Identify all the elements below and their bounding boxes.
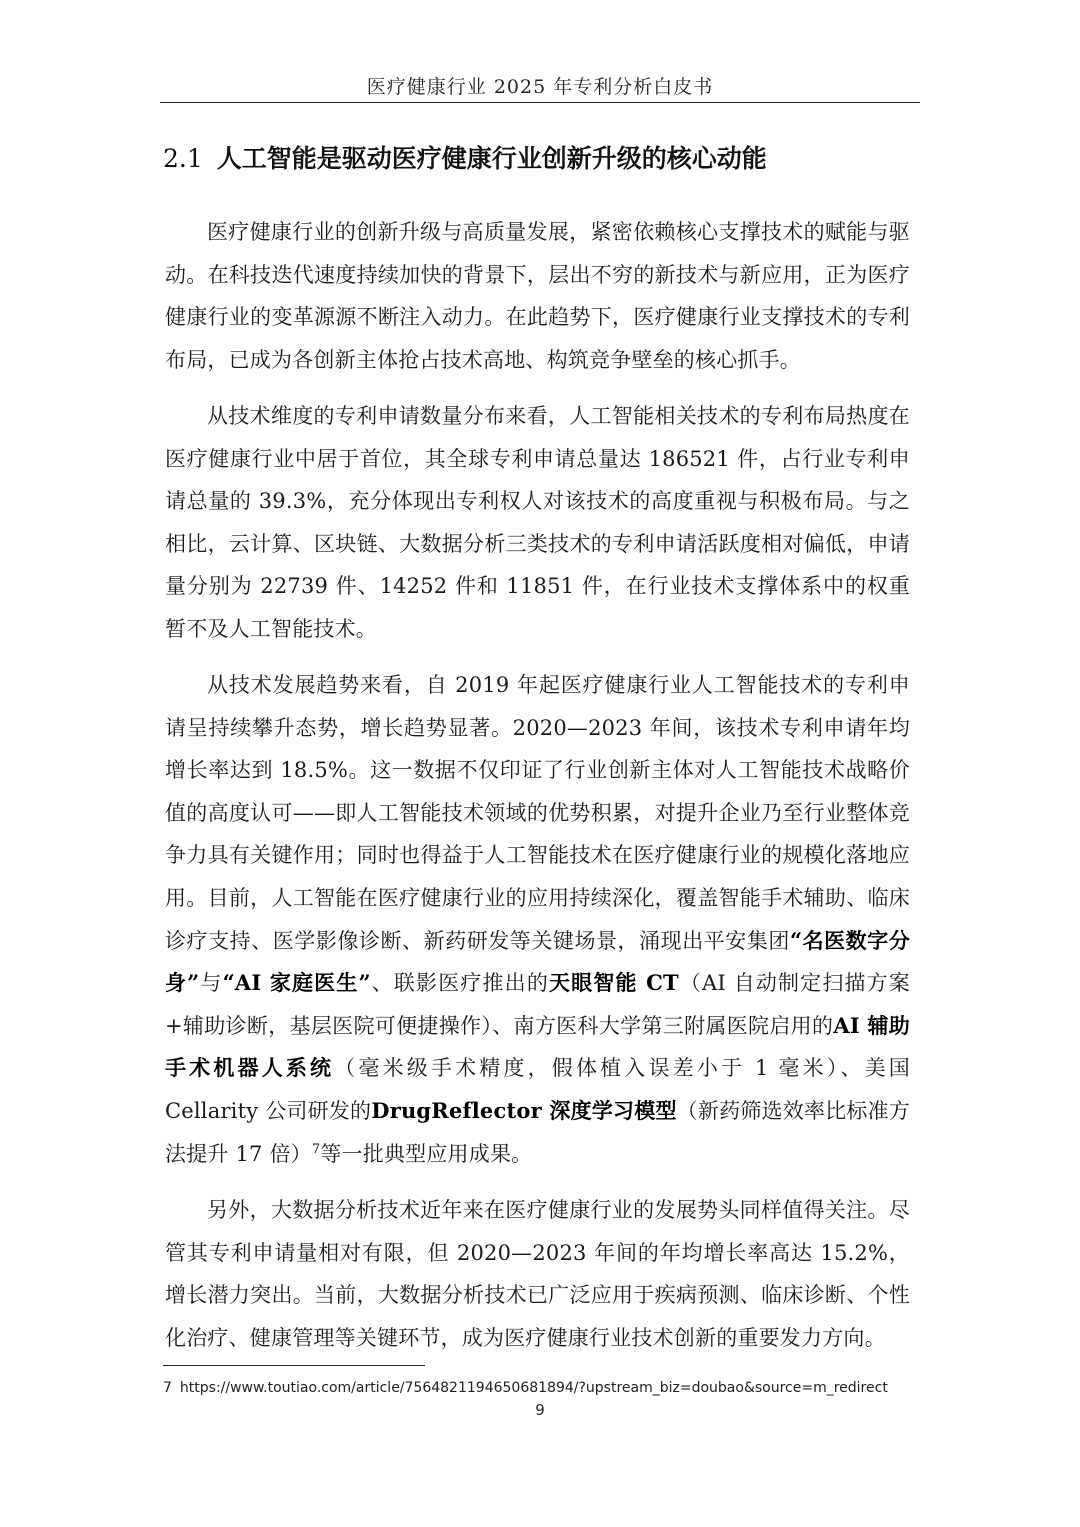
paragraph-3 [165,664,910,1175]
paragraph-3-text-4: （AI 自动制定扫描方案+辅助诊断，基层医院可便捷操作）、南方医科大学第三附属医院启用的 [165,971,911,1038]
highlight-tianyan-ct: 天眼智能 CT [549,970,679,996]
footnote-divider [163,1365,425,1366]
paragraph-3-text-7: 等一批典型应用成果。 [320,1141,533,1166]
section-number: 2.1 [163,144,203,173]
section-title: 人工智能是驱动医疗健康行业创新升级的核心动能 [216,144,767,173]
paragraph-3-text-3: 、联影医疗推出的 [370,971,550,996]
paragraph-3-text-5: （毫米级手术精度，假体植入误差小于 1 毫米）、美国 Cellarity 公司研发的 [165,1056,910,1123]
highlight-ai-family-doctor: “AI 家庭医生” [222,970,371,996]
highlight-famous-doctor-twin: “名医数字分身” [165,927,910,996]
paragraph-3-text-6: （新药筛选效率比标准方法提升 17 倍） [165,1098,911,1166]
highlight-surgical-robot: AI 辅助手术机器人系统 [165,1012,910,1081]
paragraph-3-text-2: 与 [199,971,223,996]
footnote-number: 7 [163,1380,172,1396]
footnote-reference[interactable]: 7 [311,1141,321,1157]
paragraph-4: 另外，大数据分析技术近年来在医疗健康行业的发展势头同样值得关注。尽管其专利申请量相对有限，但 2020—2023 年间的年均增长率高达 15.2%，增长潜力突出。当前，大数据分析技术已广泛应用于疾病预测、临床诊断、个性化治疗、健康管理等关键环节，成为医疗健康行业技术创新的重要发力方向。 [165,1198,910,1350]
page-number: 9 [535,1401,545,1419]
paragraph-3-text-1: 从技术发展趋势来看，自 2019 年起医疗健康行业人工智能技术的专利申请呈持续攀升态势，增长趋势显著。2020—2023 年间，该技术专利申请年均增长率达到 18.5%。这一数据不仅印证了行业创新主体对人工智能技术战略价值的高度认可——即人工智能技术领域的优势积累，对提升企业乃至行业整体竞争力具有关键作用；同时也得益于人工智能技术在医疗健康行业的规模化落地应用。目前，人工智能在医疗健康行业的应用持续深化，覆盖智能手术辅助、临床诊疗支持、医学影像诊断、新药研发等关键场景，涌现出平安集团 [165,673,910,953]
header-divider [160,102,920,103]
running-header-title: 医疗健康行业 2025 年专利分析白皮书 [366,76,714,98]
footnote-link[interactable]: https://www.toutiao.com/article/7564821194650681894/?upstream_biz=doubao&source=m_redirect [179,1380,888,1396]
footnote [163,1378,923,1398]
paragraph-1: 医疗健康行业的创新升级与高质量发展，紧密依赖核心支撑技术的赋能与驱动。在科技迭代速度持续加快的背景下，层出不穷的新技术与新应用，正为医疗健康行业的变革源源不断注入动力。在此趋势下，医疗健康行业支撑技术的专利布局，已成为各创新主体抢占技术高地、构筑竞争壁垒的核心抓手。 [165,220,910,372]
highlight-drugreflector: DrugReflector 深度学习模型 [371,1097,677,1123]
section-heading [163,141,767,177]
paragraph-2: 从技术维度的专利申请数量分布来看，人工智能相关技术的专利布局热度在医疗健康行业中居于首位，其全球专利申请总量达 186521 件，占行业专利申请总量的 39.3%，充分体现出专利权人对该技术的高度重视与积极布局。与之相比，云计算、区块链、大数据分析三类技术的专利申请活跃度相对偏低，申请量分别为 22739 件、14252 件和 11851 件，在行业技术支撑体系中的权重暂不及人工智能技术。 [165,404,910,641]
